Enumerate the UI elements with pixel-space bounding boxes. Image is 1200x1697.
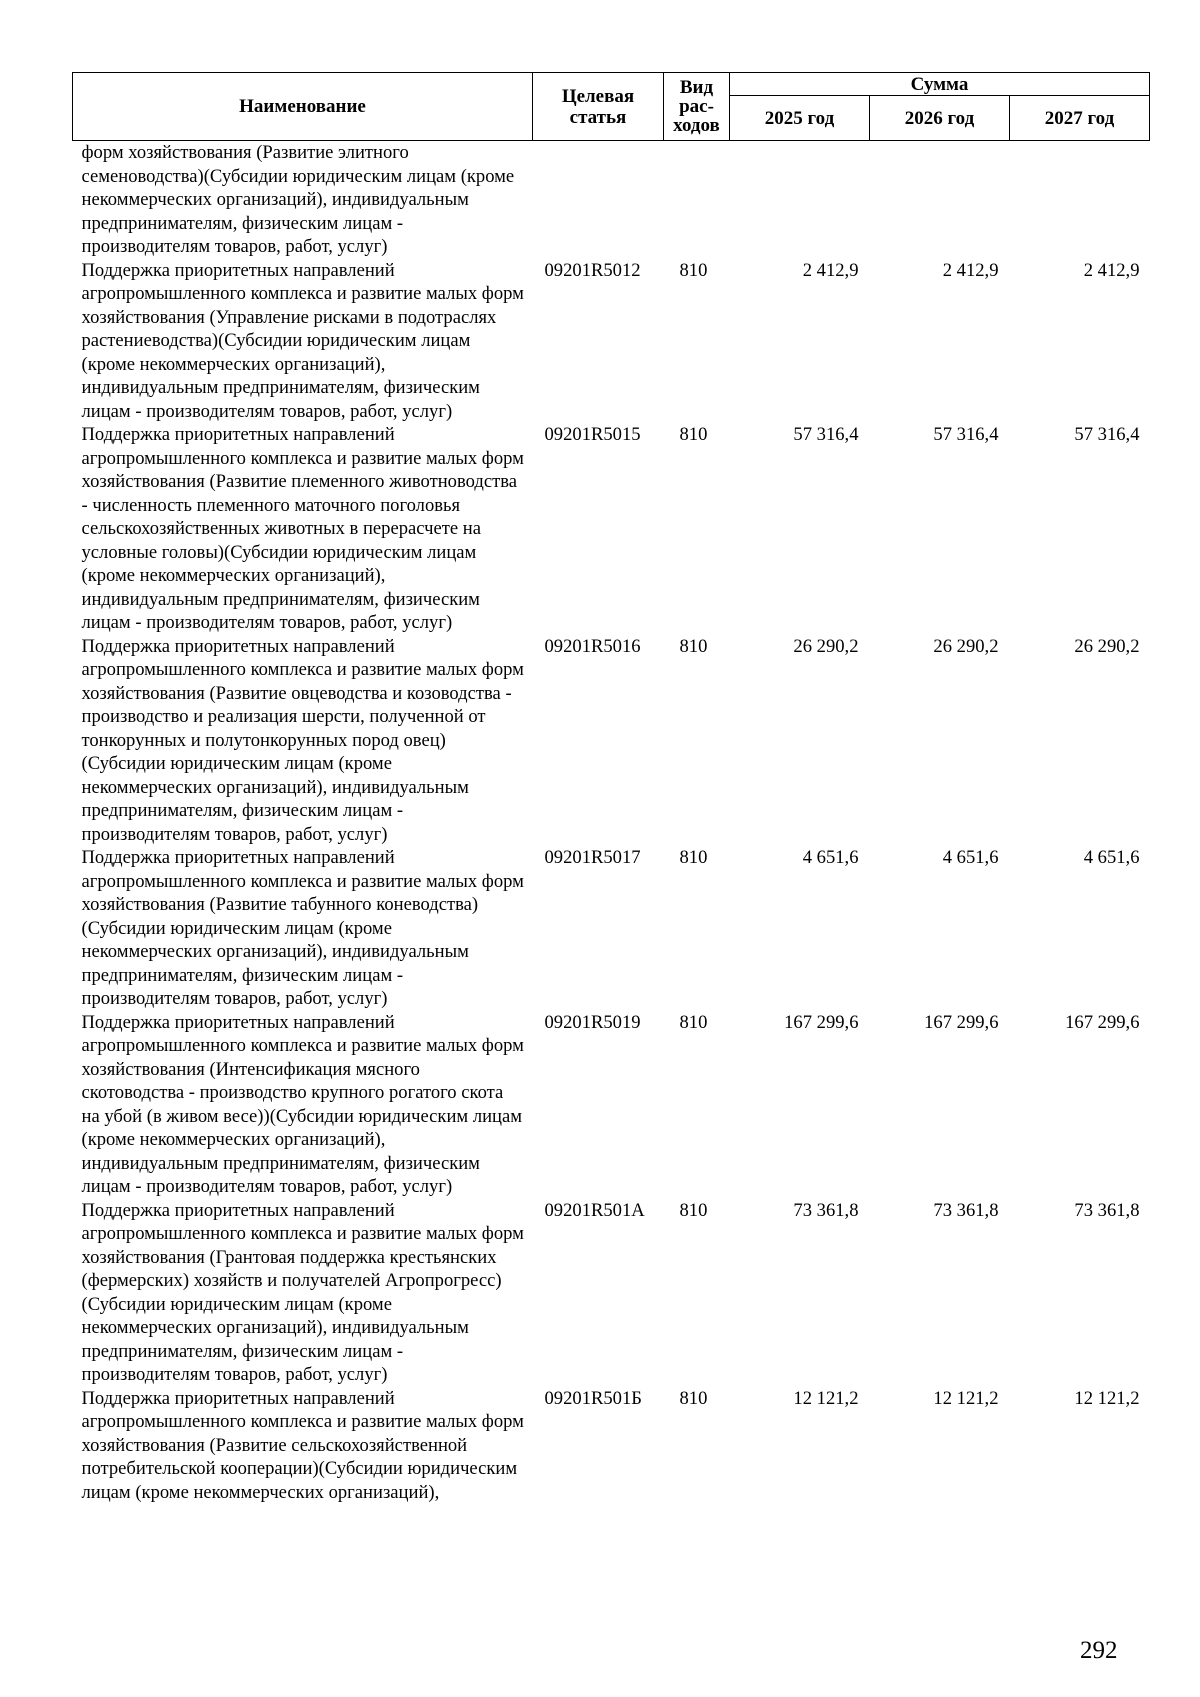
row-sum-2026: 73 361,8 [933, 1199, 999, 1221]
row-target: 09201R5015 [544, 424, 641, 445]
row-sum-2025: 73 361,8 [793, 1199, 859, 1221]
row-sum-2026 [870, 141, 1010, 259]
table-row [73, 1199, 1150, 1387]
table-row [73, 846, 1150, 1011]
row-kind: 810 [679, 424, 708, 445]
row-sum-2025: 2 412,9 [802, 259, 859, 281]
row-sum-2027: 12 121,2 [1074, 1387, 1140, 1409]
row-sum-2026: 167 299,6 [924, 1011, 999, 1033]
row-target: 09201R5019 [544, 1011, 641, 1033]
table-row [73, 1387, 1150, 1505]
header-target-article [533, 73, 664, 141]
row-target: 09201R501Б [544, 1387, 642, 1409]
row-sum-2025: 4 651,6 [802, 847, 859, 868]
header-kind-line2: рас- [679, 96, 714, 117]
header-sum: Сумма [730, 73, 1150, 96]
row-sum-2027: 57 316,4 [1074, 424, 1140, 445]
row-name: Поддержка приоритетных направлений агропромышленного комплекса и развитие малых форм хозяйствования (Развитие сельскохозяйственной потребительской кооперации)(Субсидии юридическим лицам (кроме некоммерческих организаций), [81, 1387, 524, 1503]
row-name: Поддержка приоритетных направлений агропромышленного комплекса и развитие малых форм хозяйствования (Развитие овцеводства и козоводства - производство и реализация шерсти, полученной от тонкорунных и полутонкорунных пород овец)(Субсидии юридическим лицам (кроме некоммерческих организаций), индивидуальным предпринимателям, физическим лицам - производителям товаров, работ, услуг) [81, 635, 524, 845]
row-sum-2026: 57 316,4 [933, 424, 999, 445]
row-name: Поддержка приоритетных направлений агропромышленного комплекса и развитие малых форм хозяйствования (Грантовая поддержка крестьянских (фермерских) хозяйств и получателей Агропрогресс)(Субсидии юридическим лицам (кроме некоммерческих организаций), индивидуальным предпринимателям, физическим лицам - производителям товаров, работ, услуг) [81, 1199, 524, 1385]
row-sum-2027: 73 361,8 [1074, 1199, 1140, 1221]
row-target [533, 141, 664, 259]
row-sum-2026: 26 290,2 [933, 635, 999, 657]
table-row [73, 635, 1150, 847]
row-target: 09201R5012 [544, 259, 641, 281]
table-header [73, 73, 1150, 141]
row-sum-2025 [730, 141, 870, 259]
header-kind-line3: ходов [673, 115, 720, 136]
header-year-2025: 2025 год [730, 96, 870, 141]
row-sum-2025: 26 290,2 [793, 635, 859, 657]
row-sum-2027: 26 290,2 [1074, 635, 1140, 657]
row-sum-2025: 12 121,2 [793, 1387, 859, 1409]
row-target: 09201R5016 [544, 635, 641, 657]
row-kind [664, 141, 730, 259]
row-name: Поддержка приоритетных направлений агропромышленного комплекса и развитие малых форм хозяйствования (Развитие племенного животноводства - численность племенного маточного поголовья сельскохозяйственных животных в перерасчете на условные головы)(Субсидии юридическим лицам (кроме некоммерческих организаций), индивидуальным предпринимателям, физическим лицам - производителям товаров, работ, услуг) [81, 424, 524, 633]
row-kind: 810 [679, 1387, 708, 1409]
row-kind: 810 [679, 259, 708, 281]
header-year-2026: 2026 год [870, 96, 1010, 141]
row-name: форм хозяйствования (Развитие элитного семеноводства)(Субсидии юридическим лицам (кроме некоммерческих организаций), индивидуальным предпринимателям, физическим лицам - производителям товаров, работ, услуг) [81, 142, 515, 257]
row-target: 09201R5017 [544, 847, 641, 868]
header-kind-line1: Вид [679, 77, 714, 98]
header-target-line2: статья [569, 106, 627, 128]
row-sum-2026: 4 651,6 [942, 847, 999, 868]
header-expense-kind [664, 73, 730, 141]
table-body [73, 141, 1150, 1505]
row-kind: 810 [679, 1011, 708, 1033]
header-name: Наименование [73, 73, 533, 141]
table-row [73, 141, 1150, 259]
header-target-line1: Целевая [561, 85, 635, 107]
budget-table [72, 72, 1150, 1504]
row-sum-2027: 167 299,6 [1065, 1011, 1140, 1033]
header-year-2027: 2027 год [1010, 96, 1150, 141]
page-number: 292 [1080, 1637, 1118, 1664]
row-sum-2027: 4 651,6 [1083, 847, 1140, 868]
table-row [73, 423, 1150, 635]
row-name: Поддержка приоритетных направлений агропромышленного комплекса и развитие малых форм хозяйствования (Развитие табунного коневодства)(Субсидии юридическим лицам (кроме некоммерческих организаций), индивидуальным предпринимателям, физическим лицам - производителям товаров, работ, услуг) [81, 847, 524, 1009]
row-sum-2027: 2 412,9 [1083, 259, 1140, 281]
row-name: Поддержка приоритетных направлений агропромышленного комплекса и развитие малых форм хозяйствования (Управление рисками в подотраслях растениеводства)(Субсидии юридическим лицам (кроме некоммерческих организаций), индивидуальным предпринимателям, физическим лицам - производителям товаров, работ, услуг) [81, 259, 524, 422]
row-sum-2027 [1010, 141, 1150, 259]
row-target: 09201R501А [544, 1199, 645, 1221]
row-kind: 810 [679, 1199, 708, 1221]
row-sum-2026: 12 121,2 [933, 1387, 999, 1409]
row-sum-2026: 2 412,9 [942, 259, 999, 281]
row-sum-2025: 167 299,6 [784, 1011, 859, 1033]
table-row [73, 259, 1150, 424]
row-name: Поддержка приоритетных направлений агропромышленного комплекса и развитие малых форм хозяйствования (Интенсификация мясного скотоводства - производство крупного рогатого скота на убой (в живом весе))(Субсидии юридическим лицам (кроме некоммерческих организаций), индивидуальным предпринимателям, физическим лицам - производителям товаров, работ, услуг) [81, 1011, 524, 1197]
table-row [73, 1011, 1150, 1199]
row-sum-2025: 57 316,4 [793, 424, 859, 445]
row-kind: 810 [679, 635, 708, 657]
row-kind: 810 [679, 847, 708, 868]
